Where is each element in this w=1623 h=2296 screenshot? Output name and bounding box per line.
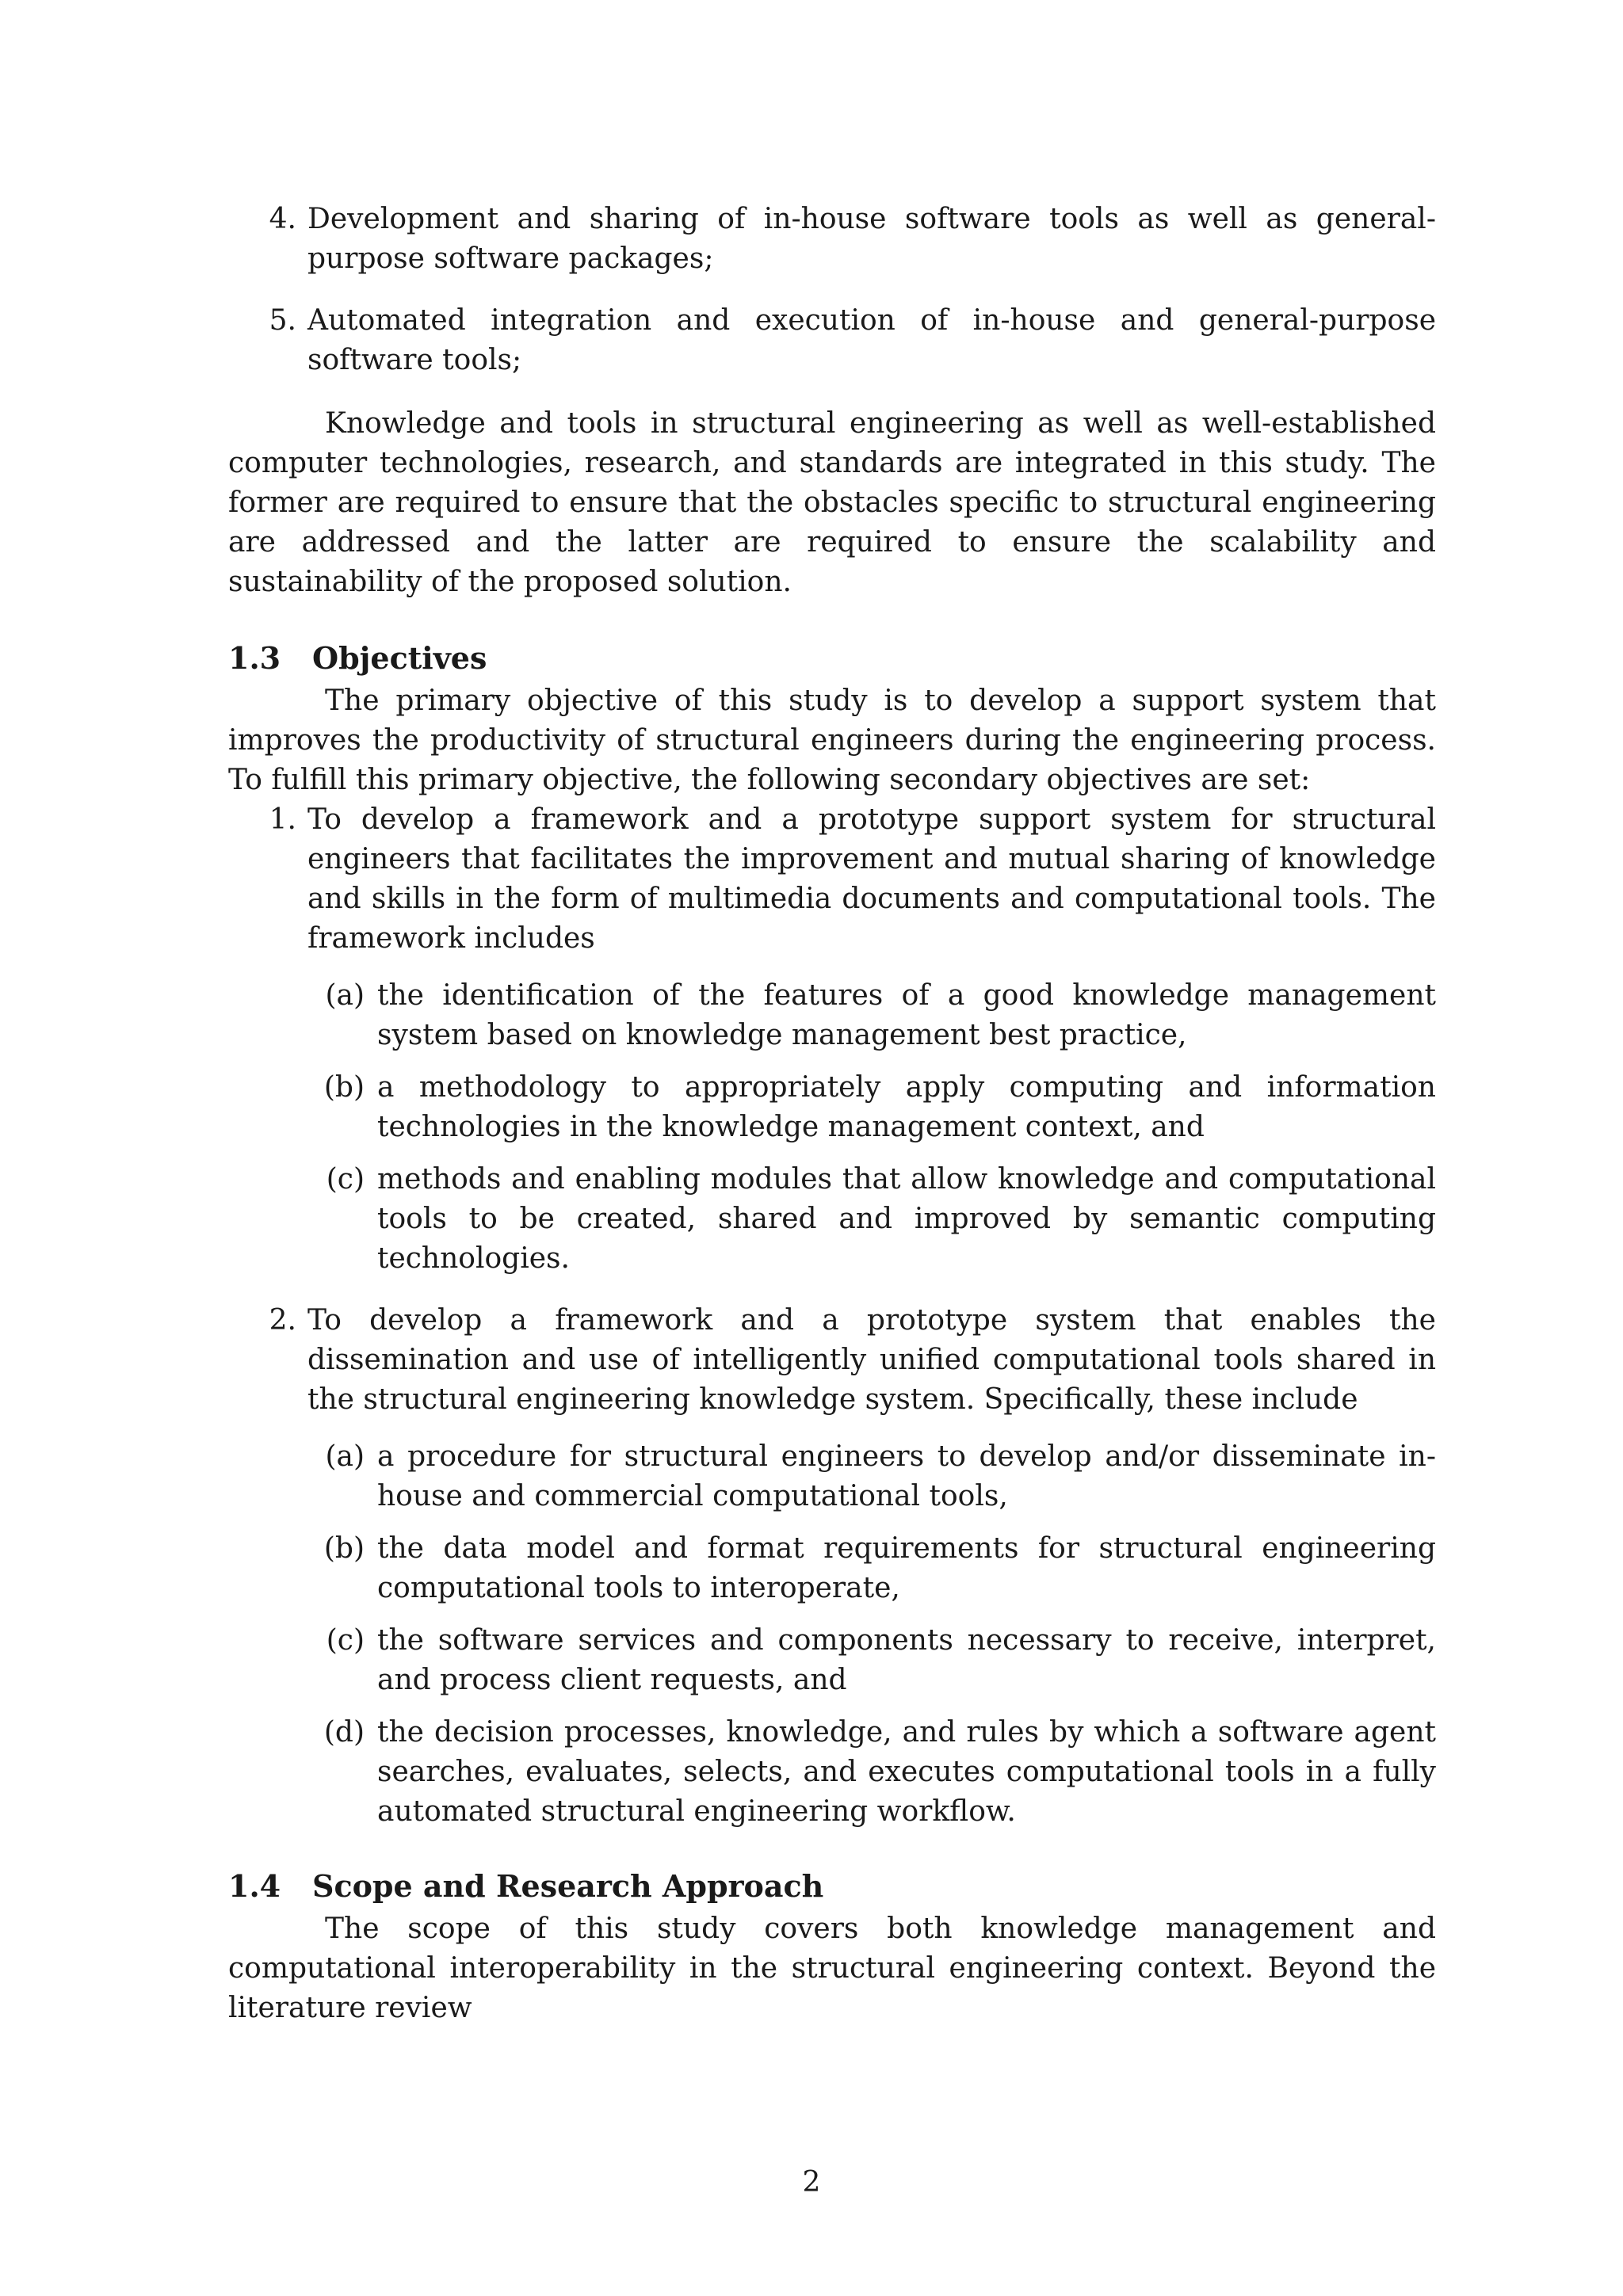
sub-item <box>307 1621 1436 1700</box>
objectives-paragraph: The primary objective of this study is to develop a support system that improves the productivity of structural engineers during the engineering process. To fulfill this primary objective, the following secondary objectives are set: <box>228 685 1436 796</box>
page-number: 2 <box>802 2166 821 2199</box>
objective-item <box>228 1301 1436 1832</box>
scope-paragraph: The scope of this study covers both knowledge management and computational interoperability in the structural engineering context. Beyond the literature review <box>228 1913 1436 2024</box>
sub-item-text: methods and enabling modules that allow knowledge and computational tools to be created, shared and improved by semantic computing technologies. <box>377 1163 1436 1275</box>
sub-item <box>307 1437 1436 1516</box>
sub-item-text: a procedure for structural engineers to develop and/or disseminate in-house and commercial computational tools, <box>377 1440 1436 1512</box>
sub-item-label: (b) <box>323 1071 365 1104</box>
list-item-text: Development and sharing of in-house software tools as well as general-purpose software packages; <box>307 203 1436 275</box>
sub-item-text: the data model and format requirements for structural engineering computational tools to interoperate, <box>377 1532 1436 1604</box>
sub-item-label: (a) <box>325 1440 365 1473</box>
section-heading-objectives <box>228 639 1436 678</box>
list-item-number: 5. <box>269 304 296 337</box>
sub-item-label: (b) <box>323 1532 365 1565</box>
list-item-number: 4. <box>269 203 296 235</box>
sub-item-text: the software services and components necessary to receive, interpret, and process client requests, and <box>377 1624 1436 1696</box>
sub-item-text: a methodology to appropriately apply computing and information technologies in the knowledge management context, and <box>377 1071 1436 1143</box>
objective-sublist <box>307 1437 1436 1832</box>
sub-item-label: (a) <box>325 979 365 1012</box>
objective-text: To develop a framework and a prototype system that enables the dissemination and use of intelligently unified computational tools shared in the structural engineering knowledge system. Specifically, these include <box>307 1304 1436 1416</box>
objective-number: 1. <box>269 803 296 836</box>
section-number: 1.4 <box>228 1868 281 1904</box>
list-item-text: Automated integration and execution of in-house and general-purpose software tools; <box>307 304 1436 376</box>
section-title: Scope and Research Approach <box>312 1868 824 1904</box>
sub-item <box>307 976 1436 1055</box>
list-item <box>228 301 1436 380</box>
objective-item <box>228 800 1436 1279</box>
section-number: 1.3 <box>228 640 281 676</box>
sub-item-text: the decision processes, knowledge, and rules by which a software agent searches, evaluates, selects, and executes computational tools in a fully automated structural engineering workflow. <box>377 1716 1436 1828</box>
section-title: Objectives <box>312 640 487 676</box>
objective-sublist <box>307 976 1436 1279</box>
sub-item-label: (c) <box>326 1163 365 1196</box>
objective-text: To develop a framework and a prototype support system for structural engineers that facilitates the improvement and mutual sharing of knowledge and skills in the form of multimedia documents and computational tools. The framework includes <box>307 803 1436 955</box>
page-content <box>228 200 1436 2028</box>
sub-item-label: (d) <box>323 1716 365 1749</box>
objectives-list <box>228 800 1436 1832</box>
sub-item <box>307 1529 1436 1608</box>
list-item <box>228 200 1436 279</box>
sub-item-text: the identification of the features of a good knowledge management system based on knowledge management best practice, <box>377 979 1436 1051</box>
objective-number: 2. <box>269 1304 296 1337</box>
sub-item <box>307 1713 1436 1832</box>
section-heading-scope <box>228 1867 1436 1906</box>
intro-paragraph: Knowledge and tools in structural engineering as well as well-established computer technologies, research, and standards are integrated in this study. The former are required to ensure that the obstacles specific to structural engineering are addressed and the latter are required to ensure the scalability and sustainability of the proposed solution. <box>228 407 1436 598</box>
top-list <box>228 200 1436 380</box>
sub-item <box>307 1068 1436 1147</box>
sub-item-label: (c) <box>326 1624 365 1657</box>
sub-item <box>307 1160 1436 1279</box>
